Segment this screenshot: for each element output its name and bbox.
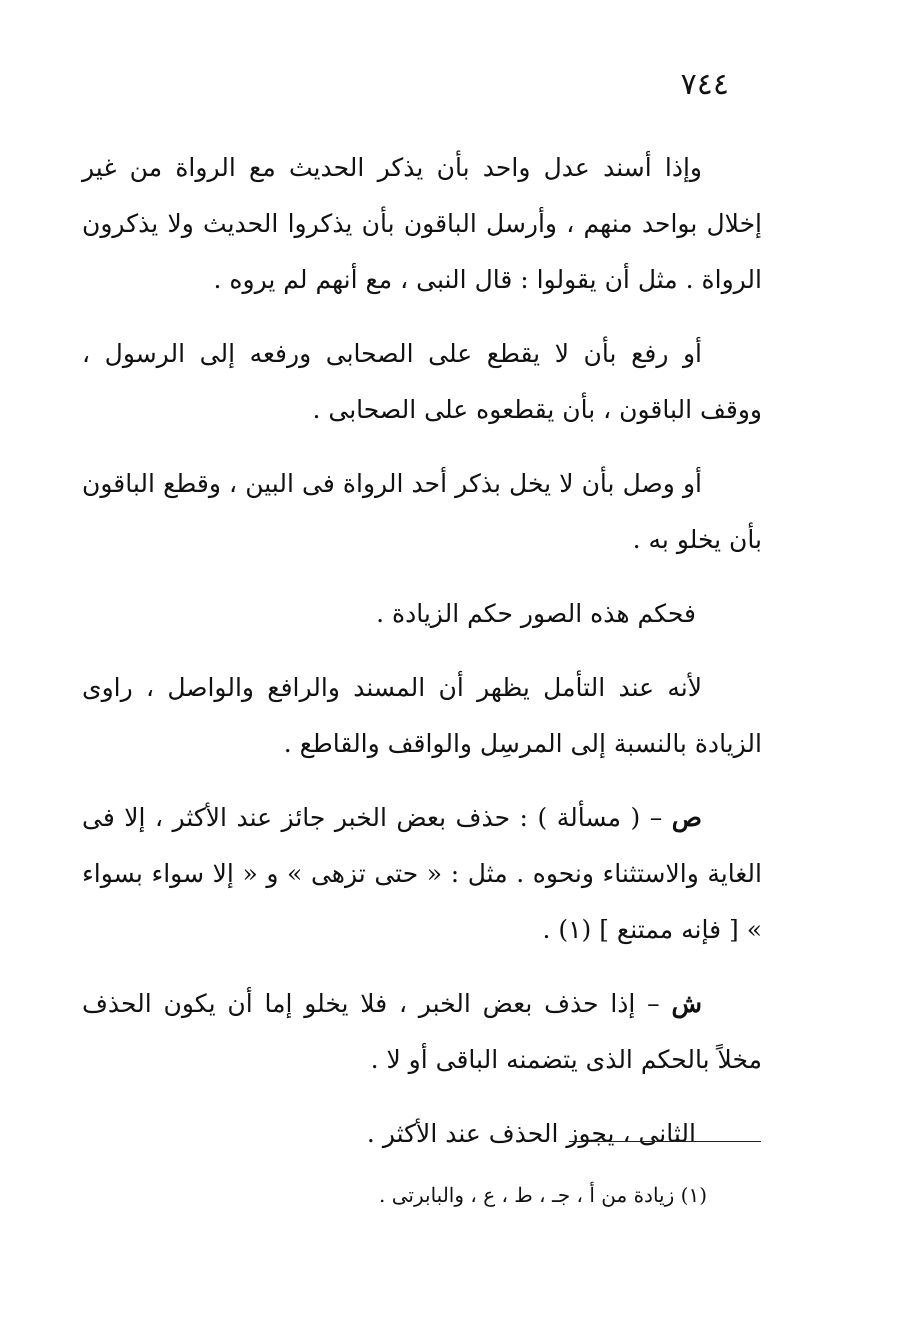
paragraph-7 <box>82 976 762 1088</box>
paragraph-6 <box>82 790 762 958</box>
page-number: ٧٤٤ <box>680 67 729 102</box>
paragraph-4: فحكم هذه الصور حكم الزيادة . <box>376 599 696 628</box>
sad-marker: ص <box>671 803 702 832</box>
paragraph-6-body: – ( مسألة ) : حذف بعض الخبر جائز عند الأكثر ، إلا فى الغاية والاستثناء ونحوه . مثل : « حتى تزهى » و « إلا سواء بسواء » [ فإنه ممتنع ] (١) . <box>82 803 762 944</box>
paragraph-1: وإذا أسند عدل واحد بأن يذكر الحديث مع الرواة من غير إخلال بواحد منهم ، وأرسل الباقون بأن يذكروا الحديث ولا يذكرون الرواة . مثل أن يقولوا : قال النبى ، مع أنهم لم يروه . <box>82 153 762 294</box>
main-text <box>82 140 762 1180</box>
shin-marker: ش <box>671 989 702 1018</box>
paragraph-3: أو وصل بأن لا يخل بذكر أحد الرواة فى البين ، وقطع الباقون بأن يخلو به . <box>82 469 762 554</box>
paragraph-5: لأنه عند التأمل يظهر أن المسند والرافع والواصل ، راوى الزيادة بالنسبة إلى المرسِل والواقف والقاطع . <box>82 673 762 758</box>
paragraph-8: الثانى ، يجوز الحذف عند الأكثر . <box>366 1119 696 1148</box>
footnote-1: (١) زيادة من أ ، جـ ، ط ، ع ، والبابرتى . <box>379 1183 707 1207</box>
paragraph-7-body: – إذا حذف بعض الخبر ، فلا يخلو إما أن يكون الحذف مخلاً بالحكم الذى يتضمنه الباقى أو لا . <box>82 989 762 1074</box>
footnote-divider <box>569 1141 761 1142</box>
paragraph-2: أو رفع بأن لا يقطع على الصحابى ورفعه إلى الرسول ، ووقف الباقون ، بأن يقطعوه على الصحابى . <box>82 339 762 424</box>
